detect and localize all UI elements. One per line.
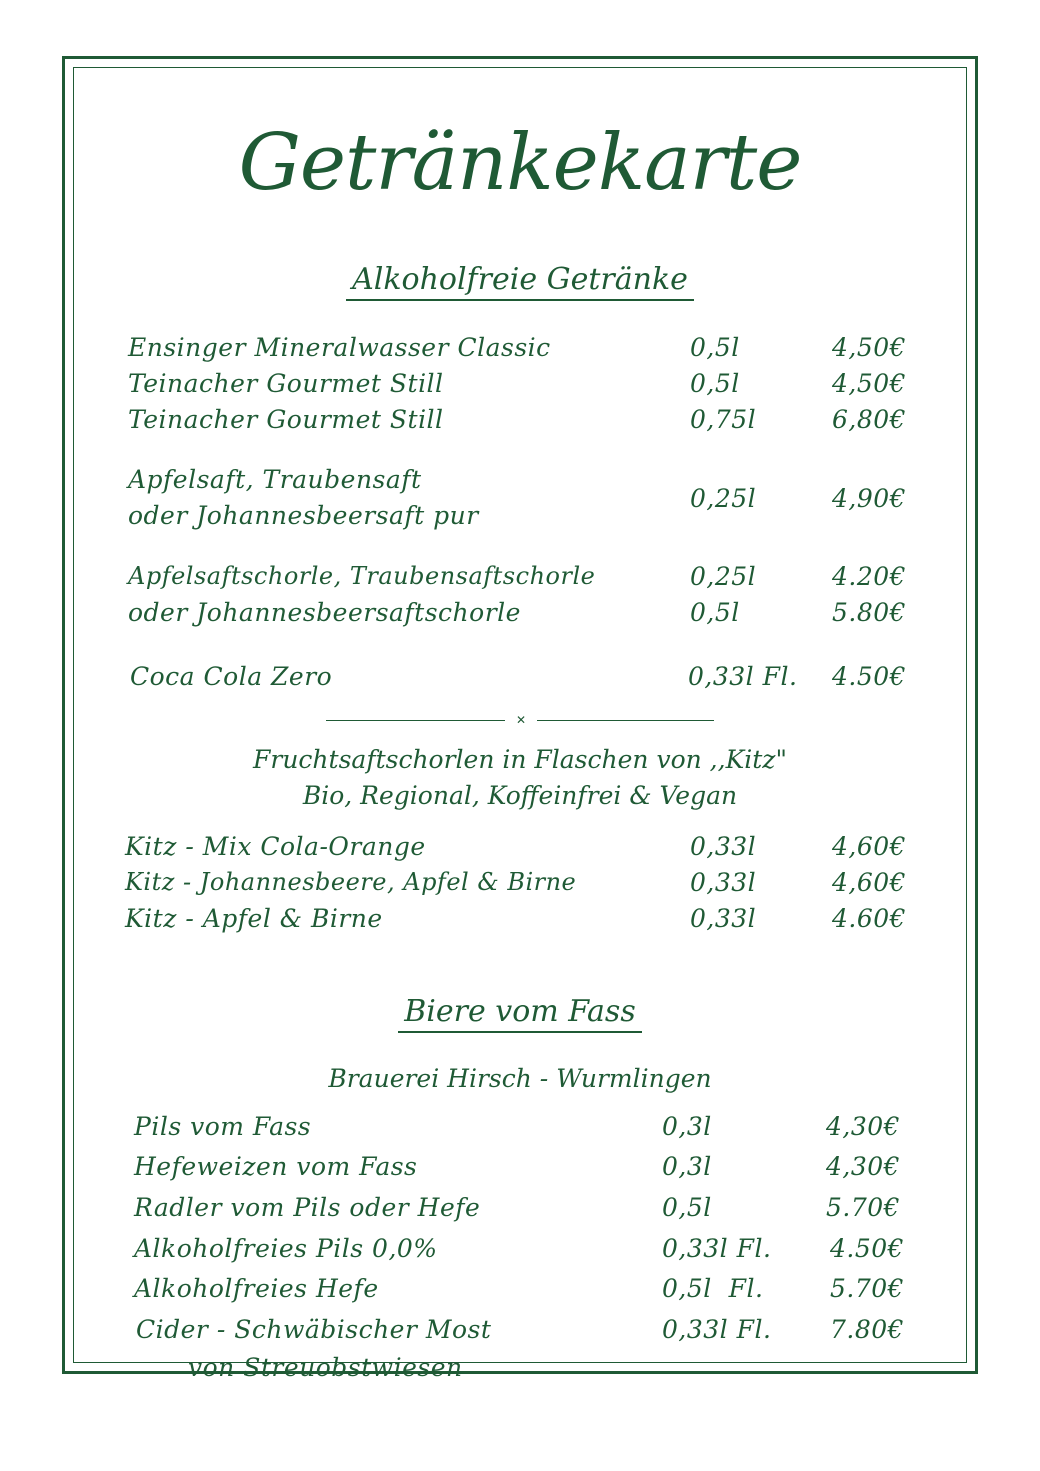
item-name: von Streuobstwiesen — [188, 1353, 463, 1382]
item-name: Radler vom Pils oder Hefe — [134, 1193, 481, 1222]
item-name: Pils vom Fass — [134, 1112, 312, 1141]
kitz-intro-line2: Bio, Regional, Koffeinfrei & Vegan — [302, 781, 738, 810]
item-size: 0,33l — [690, 904, 757, 933]
item-size: 0,33l Fl. — [688, 662, 798, 691]
item-size: 0,5l — [690, 333, 740, 362]
item-price: 4,30€ — [826, 1112, 901, 1141]
item-price: 5.70€ — [826, 1193, 901, 1222]
item-size: 0,3l — [662, 1152, 712, 1181]
item-size: 0,75l — [690, 405, 757, 434]
item-size: 0,5l — [690, 369, 740, 398]
kitz-intro-line1: Fruchtsaftschorlen in Flaschen von ,,Kitz" — [253, 745, 787, 774]
brewery-name: Brauerei Hirsch - Wurmlingen — [328, 1064, 712, 1093]
item-price: 5.80€ — [832, 598, 907, 627]
item-price: 4,30€ — [826, 1152, 901, 1181]
item-name: Ensinger Mineralwasser Classic — [128, 333, 551, 362]
menu-title: Getränkekarte — [238, 118, 802, 208]
item-size: 0,33l — [690, 832, 757, 861]
item-name: oder Johannesbeersaftschorle — [128, 598, 521, 627]
item-name: Teinacher Gourmet Still — [128, 369, 444, 398]
item-price: 4.20€ — [832, 562, 907, 591]
item-size: 0,33l Fl. — [662, 1315, 772, 1344]
item-price: 7.80€ — [830, 1315, 905, 1344]
item-size: 0,5l — [662, 1193, 712, 1222]
item-price: 4,90€ — [832, 484, 907, 513]
item-name: Apfelsaftschorle, Traubensaftschorle — [128, 562, 596, 590]
item-price: 4.50€ — [830, 1234, 905, 1263]
item-name: Kitz - Mix Cola-Orange — [125, 832, 426, 861]
item-size: 0,33l Fl. — [662, 1234, 772, 1263]
item-price: 5.70€ — [830, 1274, 905, 1303]
item-price: 4,60€ — [832, 832, 907, 861]
section-heading-alkoholfrei: Alkoholfreie Getränke — [0, 262, 1040, 301]
item-price: 4.60€ — [832, 904, 907, 933]
item-name: Cider - Schwäbischer Most — [136, 1315, 492, 1344]
item-name: Alkoholfreies Pils 0,0% — [134, 1234, 438, 1263]
item-size: 0,25l — [690, 562, 757, 591]
item-name: oder Johannesbeersaft pur — [128, 501, 479, 530]
section-heading-biere: Biere vom Fass — [0, 994, 1040, 1033]
item-size: 0,25l — [690, 484, 757, 513]
item-name: Teinacher Gourmet Still — [128, 405, 444, 434]
item-name: Alkoholfreies Hefe — [134, 1274, 379, 1303]
item-name: Coca Cola Zero — [130, 662, 333, 691]
divider-ornament-icon: ✕ — [505, 713, 537, 727]
item-price: 4.50€ — [832, 662, 907, 691]
item-price: 4,50€ — [832, 333, 907, 362]
item-size: 0,33l — [690, 868, 757, 897]
item-size: 0,5l Fl. — [662, 1274, 764, 1303]
item-size: 0,5l — [690, 598, 740, 627]
item-name: Kitz - Johannesbeere, Apfel & Birne — [125, 868, 577, 896]
item-price: 4,50€ — [832, 369, 907, 398]
item-name: Kitz - Apfel & Birne — [125, 904, 383, 933]
item-name: Apfelsaft, Traubensaft — [128, 465, 422, 494]
item-price: 6,80€ — [832, 405, 907, 434]
item-size: 0,3l — [662, 1112, 712, 1141]
item-name: Hefeweizen vom Fass — [134, 1152, 418, 1181]
item-price: 4,60€ — [832, 868, 907, 897]
